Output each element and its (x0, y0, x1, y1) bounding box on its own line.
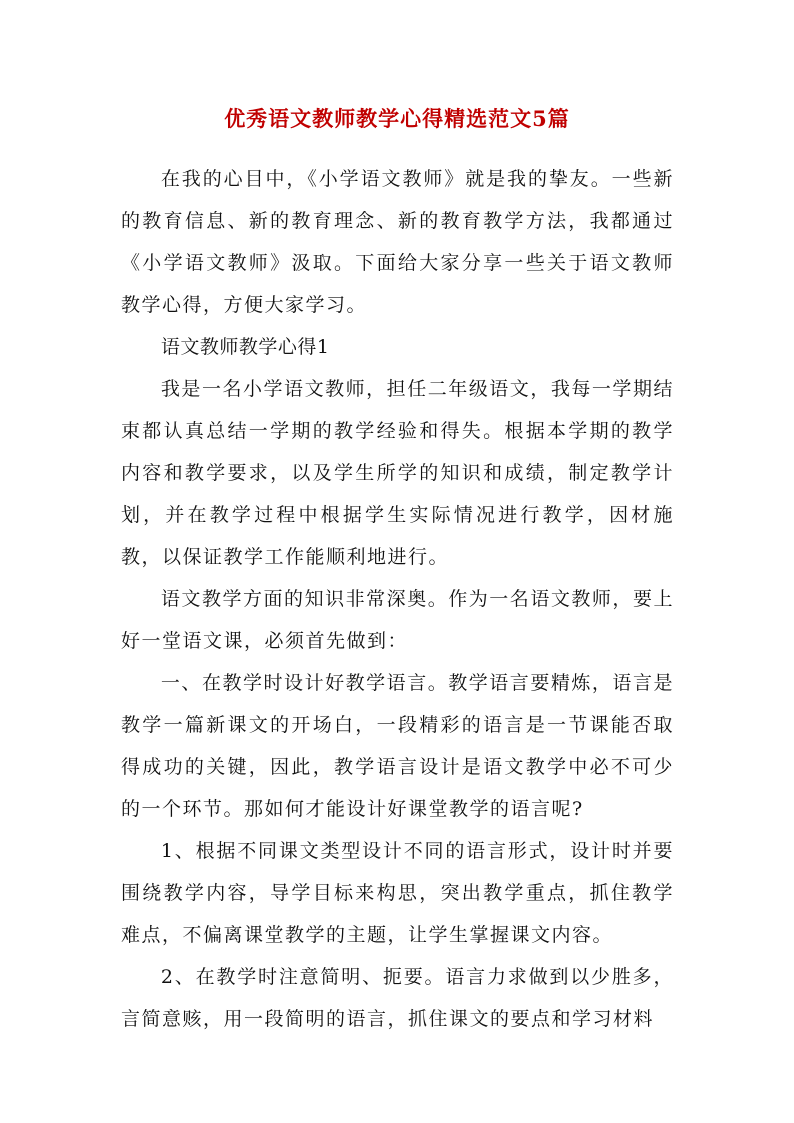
body-paragraph: 2、在教学时注意简明、扼要。语言力求做到以少胜多，言简意赅，用一段简明的语言，抓住课文的要点和学习材料 (121, 966, 674, 1030)
body-paragraph: 我是一名小学语文教师，担任二年级语文，我每一学期结束都认真总结一学期的教学经验和得失。根据本学期的教学内容和教学要求，以及学生所学的知识和成绩，制定教学计划，并在教学过程中根据学生实际情况进行教学，因材施教，以保证教学工作能顺利地进行。 (121, 378, 674, 568)
document-body (121, 158, 674, 1040)
body-paragraph: 语文教学方面的知识非常深奥。作为一名语文教师，要上好一堂语文课，必须首先做到： (121, 588, 674, 652)
body-paragraph: 一、在教学时设计好教学语言。教学语言要精炼，语言是教学一篇新课文的开场白，一段精彩的语言是一节课能否取得成功的关键，因此，教学语言设计是语文教学中必不可少的一个环节。那如何才能设计好课堂教学的语言呢? (121, 672, 674, 820)
intro-paragraph: 在我的心目中，《小学语文教师》就是我的挚友。一些新的教育信息、新的教育理念、新的教育教学方法，我都通过《小学语文教师》汲取。下面给大家分享一些关于语文教师教学心得，方便大家学习。 (121, 168, 674, 316)
section-heading-1: 语文教师教学心得1 (160, 336, 330, 358)
document-title: 优秀语文教师教学心得精选范文5篇 (224, 106, 570, 131)
body-paragraph: 1、根据不同课文类型设计不同的语言形式，设计时并要围绕教学内容，导学目标来构思，突出教学重点，抓住教学难点，不偏离课堂教学的主题，让学生掌握课文内容。 (121, 840, 674, 946)
